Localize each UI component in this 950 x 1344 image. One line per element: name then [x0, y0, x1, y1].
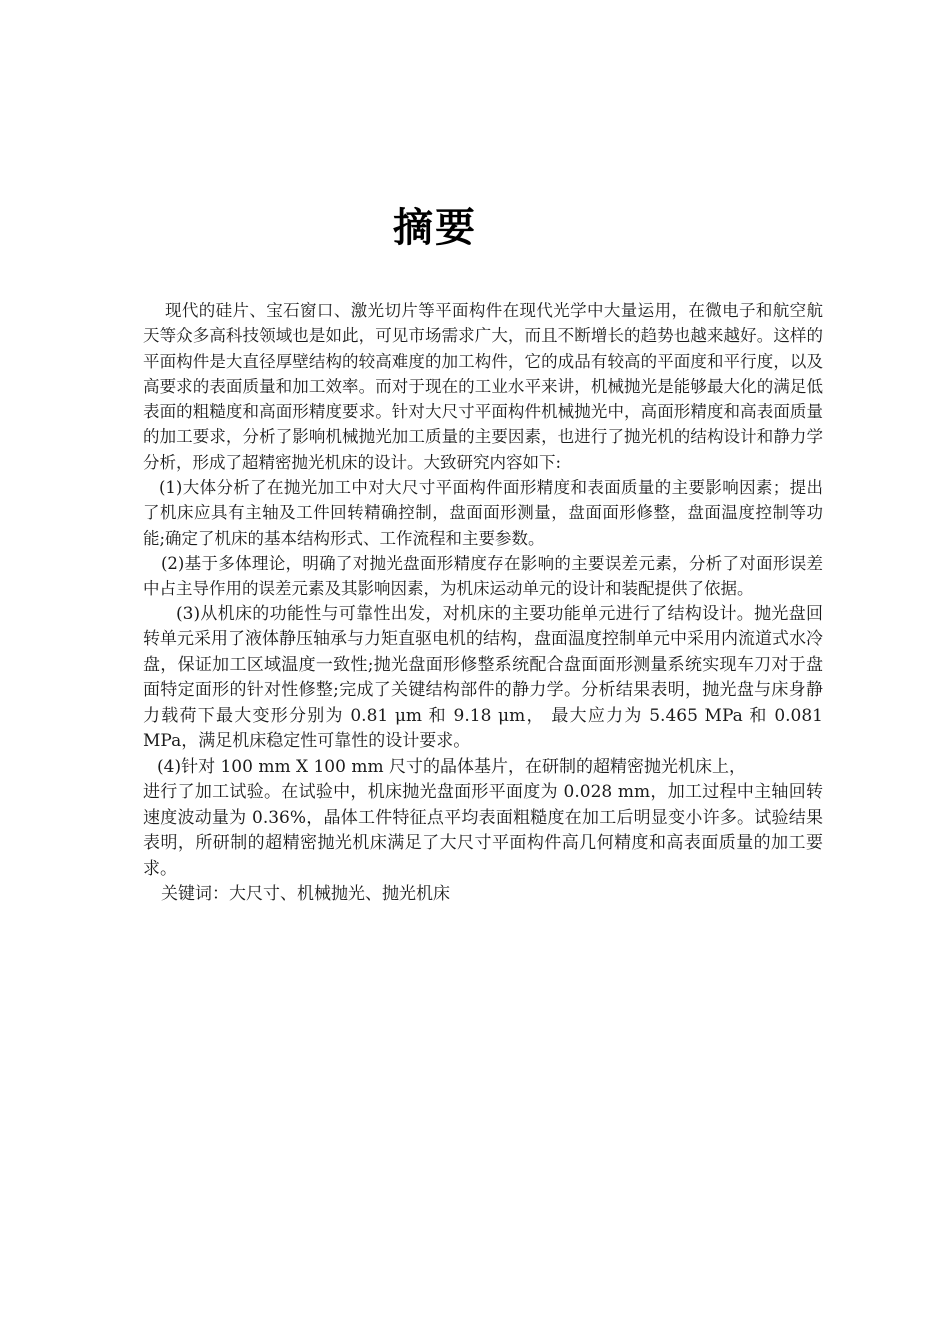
research-item-4 — [143, 755, 823, 883]
page-title: 摘要 — [393, 204, 477, 251]
research-item-4-first-line: (4)针对 100 mm X 100 mm 尺寸的晶体基片，在研制的超精密抛光机床上， — [157, 756, 746, 777]
research-item-2: (2)基于多体理论，明确了对抛光盘面形精度存在影响的主要误差元素，分析了对面形误差中占主导作用的误差元素及其影响因素，为机床运动单元的设计和装配提供了依据。 — [143, 553, 823, 599]
keywords-line: 关键词：大尺寸、机械抛光、抛光机床 — [161, 884, 450, 905]
abstract-body — [143, 298, 823, 908]
intro-paragraph: 现代的硅片、宝石窗口、激光切片等平面构件在现代光学中大量运用，在微电子和航空航天等众多高科技领域也是如此，可见市场需求广大，而且不断增长的趋势也越来越好。这样的平面构件是大直径厚壁结构的较高难度的加工构件，它的成品有较高的平面度和平行度，以及高要求的表面质量和加工效率。而对于现在的工业水平来讲，机械抛光是能够最大化的满足低表面的粗糙度和高面形精度要求。针对大尺寸平面构件机械抛光中，高面形精度和高表面质量的加工要求，分析了影响机械抛光加工质量的主要因素，也进行了抛光机的结构设计和静力学分析，形成了超精密抛光机床的设计。大致研究内容如下: — [143, 301, 823, 472]
research-item-3: (3)从机床的功能性与可靠性出发，对机床的主要功能单元进行了结构设计。抛光盘回转单元采用了液体静压轴承与力矩直驱电机的结构，盘面温度控制单元中采用内流道式水冷盘，保证加工区域温度一致性;抛光盘面形修整系统配合盘面面形测量系统实现车刀对于盘面特定面形的针对性修整;完成了关键结构部件的静力学。分析结果表明，抛光盘与床身静力载荷下最大变形分别为 0.81 μm 和 9.18 μm， 最大应力为 5.465 MPa 和 0.081 MPa，满足机床稳定性可靠性的设计要求。 — [143, 603, 823, 752]
research-item-4-continuation: 进行了加工试验。在试验中，机床抛光盘面形平面度为 0.028 mm，加工过程中主轴回转速度波动量为 0.36%，晶体工件特征点平均表面粗糙度在加工后明显变小许多。试验结果表明，所研制的超精密抛光机床满足了大尺寸平面构件高几何精度和高表面质量的加工要求。 — [143, 782, 823, 879]
research-item-1: (1)大体分析了在抛光加工中对大尺寸平面构件面形精度和表面质量的主要影响因素；提出了机床应具有主轴及工件回转精确控制，盘面面形测量，盘面面形修整，盘面温度控制等功能;确定了机床的基本结构形式、工作流程和主要参数。 — [143, 478, 823, 548]
